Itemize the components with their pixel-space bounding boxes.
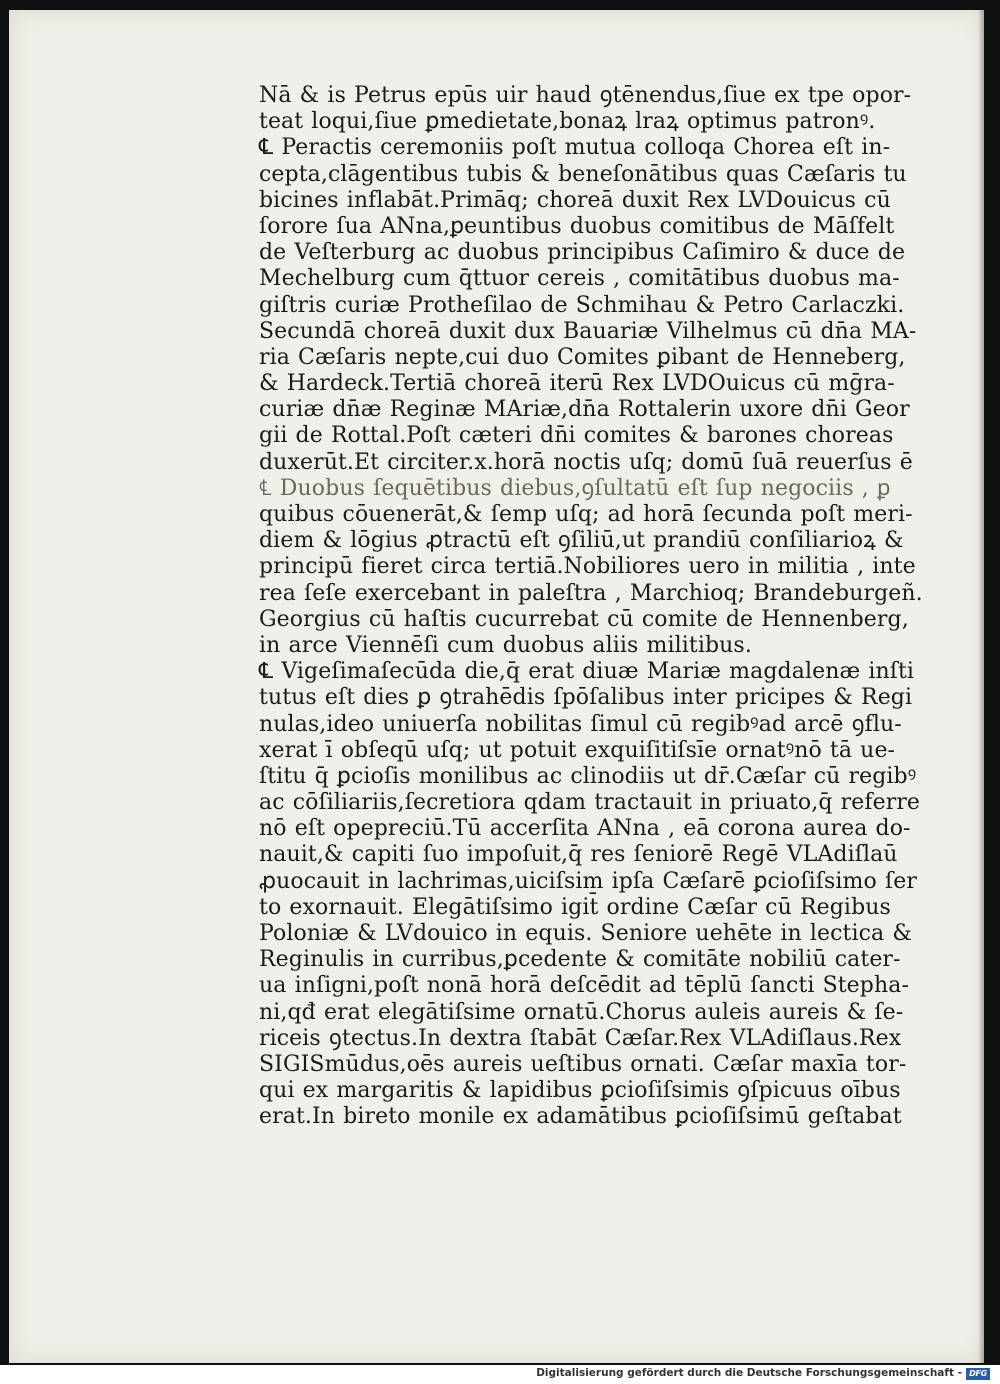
body-text [259, 83, 929, 1131]
text-line: ℄ Peractis ceremoniis poſt mutua colloqa Chorea eſt in- [259, 135, 891, 161]
text-line: ac cōſiliariis,ſecretiora qdam tractauit in priuato,q̄ referre [259, 790, 921, 816]
text-line: rea ſeſe exercebant in paleſtra , Marchioq; Brandeburgeñ. [259, 580, 923, 606]
footer-bar [0, 1365, 1000, 1384]
text-line: xerat ī obſeqū uſq; ut potuit exquiſitiſsīe ornatꝰnō tā ue- [259, 737, 896, 763]
text-line: bicines inflabāt.Primāq; choreā duxit Rex LVDouicus cū [259, 187, 891, 213]
text-line: qui ex margaritis & lapidibus ꝑcioſiſsimis ꝯſpicuus oībus [259, 1078, 901, 1104]
text-line: quibus cōuenerāt,& ſemp uſq; ad horā ſecunda poſt meri- [259, 502, 913, 527]
document-page [9, 10, 984, 1363]
text-line: Nā & is Petrus epūs uir haud ꝯtēnendus,ſiue ex tpe opor- [259, 83, 912, 108]
text-line: tutus eſt dies ꝑ ꝯtrahēdis ſpōſalibus inter pricipes & Regi [259, 685, 913, 711]
text-line: gii de Rottal.Poſt cæteri dn̄i comites & barones choreas [259, 423, 894, 449]
text-line: in arce Viennēſi cum duobus aliis militibus. [259, 632, 752, 658]
text-line: nulas,ideo uniuerſa nobilitas ſimul cū regibꝰad arcē ꝯflu- [259, 711, 902, 737]
text-line: ua inſigni,poſt nonā horā deſcēdit ad tēplū ſancti Stepha- [259, 973, 910, 999]
page-edge-shadow [978, 10, 984, 1363]
text-line: to exornauit. Elegātiſsimo igit̄ ordine Cæſar cū Regibus [259, 894, 891, 920]
text-line: Georgius cū haſtis cucurrebat cū comite de Hennenberg, [259, 606, 909, 632]
funding-credit: Digitalisierung gefördert durch die Deutsche Forschungsgemeinschaft - [536, 1367, 962, 1379]
text-line: ſtitu q̄ ꝑcioſis monilibus ac clinodiis ut dr̄.Cæſar cū regibꝰ [259, 763, 917, 789]
text-line: curiæ dn̄æ Reginæ MAriæ,dn̄a Rottalerin uxore dn̄i Geor [259, 397, 910, 423]
text-line: ℄ Vigeſimaſecūda die,q̄ erat diuæ Mariæ magdalenæ inſti [259, 659, 915, 685]
text-line: teat loqui,ſiue ꝑmedietate,bonaꝝ lraꝝ optimus patronꝰ. [259, 109, 876, 135]
text-line: principū fieret circa tertiā.Nobiliores uero in militia , inte [259, 554, 916, 580]
text-line: ꝓuocauit in lachrimas,uiciſsim ipſa Cæſarē ꝑcioſiſsimo ſer [259, 868, 917, 894]
text-line: Mechelburg cum q̄ttuor cereis , comitātibus duobus ma- [259, 266, 900, 292]
dfg-logo: DFG [966, 1368, 990, 1380]
text-line: Reginulis in curribus,ꝑcedente & comitāte nobiliū cater- [259, 947, 901, 973]
text-line: duxerūt.Et circiter.x.horā noctis uſq; domū ſuā reuerſus ē [259, 449, 913, 475]
text-line: SIGISmūdus,oēs aureis ueſtibus ornati. Cæſar maxīa tor- [259, 1051, 907, 1077]
text-line: nauit,& capiti ſuo impoſuit,q̄ res ſeniorē Regē VLAdiſlaū [259, 842, 898, 868]
text-line: ſorore ſua ANna,ꝑeuntibus duobus comitibus de Māſfelt [259, 213, 895, 239]
text-line: Secundā choreā duxit dux Bauariæ Vilhelmus cū dn̄a MA- [259, 318, 917, 344]
text-line: erat.In bireto monile ex adamātibus ꝑcioſiſsimū geſtabat [259, 1104, 902, 1130]
text-line: ℄ Duobus ſequētibus diebus,ꝯſultatū eſt ſup negociis , ꝑ [259, 475, 891, 501]
text-line: riceis ꝯtectus.In dextra ſtabāt Cæſar.Rex VLAdiſlaus.Rex [259, 1025, 902, 1051]
text-line: diem & lōgius ꝓtractū eſt ꝯſiliū,ut prandiū conſiliarioꝝ & [259, 528, 904, 554]
text-line: de Veſterburg ac duobus principibus Caſimiro & duce de [259, 240, 906, 266]
text-line: & Hardeck.Tertiā choreā iterū Rex LVDOuicus cū mḡra- [259, 371, 895, 397]
text-line: Poloniæ & LVdouico in equis. Seniore uehēte in lectica & [259, 921, 913, 946]
text-line: ni,qđ erat elegātiſsime ornatū.Chorus auleis aureis & ſe- [259, 999, 904, 1025]
text-line: ria Cæſaris nepte,cui duo Comites ꝑibant de Henneberg, [259, 344, 906, 370]
text-line: giſtris curiæ Protheſilao de Schmihau & Petro Carlaczki. [259, 292, 905, 318]
text-line: nō eſt opepreciū.Tū accerſita ANna , eā corona aurea do- [259, 816, 911, 842]
text-line: cepta,clāgentibus tubis & beneſonātibus quas Cæſaris tu [259, 161, 907, 187]
